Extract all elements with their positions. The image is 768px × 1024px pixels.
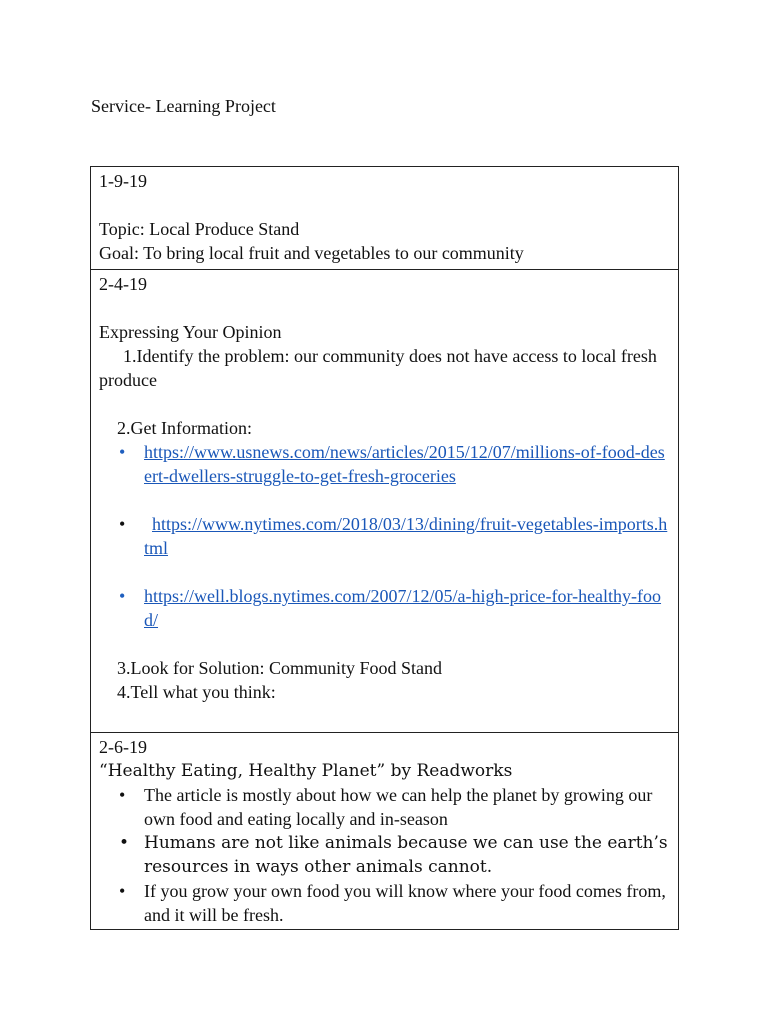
bullet-dot-icon: • bbox=[119, 514, 126, 534]
list-item bbox=[99, 879, 670, 927]
bullet-text: The article is mostly about how we can help the planet by growing our own food and eating locally and in-season bbox=[144, 785, 653, 829]
step-get-information: 2.Get Information: bbox=[117, 418, 252, 438]
bullet-text: Humans are not like animals because we can use the earth’s resources in ways other animals cannot. bbox=[144, 833, 668, 877]
entry-topic: Topic: Local Produce Stand bbox=[99, 219, 300, 239]
log-entry-2 bbox=[91, 269, 678, 732]
log-entry-1 bbox=[91, 167, 678, 269]
blank-line bbox=[99, 392, 670, 416]
bullet-dot-icon: • bbox=[119, 785, 126, 805]
entry-goal: Goal: To bring local fruit and vegetables to our community bbox=[99, 243, 524, 263]
step-look-for-solution: 3.Look for Solution: Community Food Stand bbox=[117, 658, 443, 678]
blank-line bbox=[99, 193, 670, 217]
project-log-table bbox=[90, 166, 679, 930]
blank-line bbox=[99, 632, 670, 656]
blank-line bbox=[99, 488, 670, 512]
blank-line bbox=[99, 296, 670, 320]
step-tell-what-you-think: 4.Tell what you think: bbox=[117, 682, 276, 702]
nytimes-link[interactable]: https://www.nytimes.com/2018/03/13/dining/fruit-vegetables-imports.html bbox=[144, 514, 668, 558]
summary-bullets bbox=[99, 783, 670, 927]
entry-heading: Expressing Your Opinion bbox=[99, 322, 282, 342]
list-item bbox=[99, 512, 670, 560]
bullet-dot-icon: • bbox=[119, 833, 130, 853]
log-entry-3 bbox=[91, 732, 678, 929]
entry-date: 2-6-19 bbox=[99, 737, 147, 757]
bullet-dot-icon: • bbox=[119, 881, 126, 901]
step-identify-problem: 1.Identify the problem: our community does not have access to local fresh produce bbox=[99, 346, 657, 390]
nytimes-blog-link[interactable]: https://well.blogs.nytimes.com/2007/12/05/a-high-price-for-healthy-food/ bbox=[144, 586, 662, 630]
blank-line bbox=[99, 704, 670, 728]
list-item bbox=[99, 440, 670, 488]
list-item bbox=[99, 584, 670, 632]
entry-date: 1-9-19 bbox=[99, 171, 147, 191]
entry-heading: “Healthy Eating, Healthy Planet” by Readworks bbox=[99, 761, 513, 781]
bullet-dot-icon: • bbox=[119, 586, 126, 606]
list-item bbox=[99, 783, 670, 831]
bullet-dot-icon: • bbox=[119, 442, 126, 462]
blank-line bbox=[99, 560, 670, 584]
link-list bbox=[99, 440, 670, 632]
list-item bbox=[99, 831, 670, 879]
page-title: Service- Learning Project bbox=[91, 96, 276, 116]
bullet-text: If you grow your own food you will know where your food comes from, and it will be fresh. bbox=[144, 881, 666, 925]
usnews-link[interactable]: https://www.usnews.com/news/articles/2015/12/07/millions-of-food-desert-dwellers-struggle-to-get-fresh-groceries bbox=[144, 442, 665, 486]
entry-date: 2-4-19 bbox=[99, 274, 147, 294]
